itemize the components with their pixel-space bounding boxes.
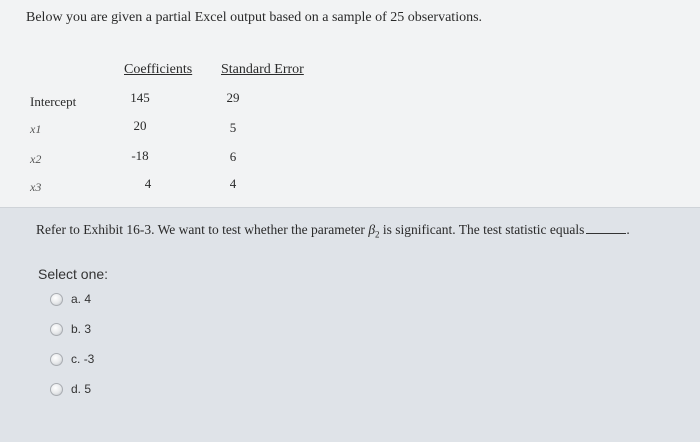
se-x3: 4 xyxy=(229,176,237,191)
option-a-radio[interactable] xyxy=(50,293,63,306)
question-text xyxy=(36,222,630,240)
coef-x3: 4 xyxy=(144,176,152,191)
option-c-value: -3 xyxy=(83,352,95,366)
question-text-before: Refer to Exhibit 16-3. We want to test whether the parameter xyxy=(36,222,369,237)
se-x2: 6 xyxy=(229,149,237,164)
answer-blank xyxy=(586,224,626,234)
se-intercept: 29 xyxy=(226,90,240,105)
option-b-letter: b. xyxy=(71,322,82,336)
beta-symbol: β xyxy=(368,222,376,237)
option-b-value: 3 xyxy=(84,322,92,336)
se-x1: 5 xyxy=(229,120,237,135)
beta-subscript: 2 xyxy=(375,229,380,240)
coef-intercept: 145 xyxy=(130,90,150,105)
row-label-x1-text: x1 xyxy=(30,122,42,136)
option-c-letter: c. xyxy=(71,352,81,366)
option-d-value: 5 xyxy=(84,382,92,396)
option-a-letter: a. xyxy=(71,292,82,306)
question-text-after: is significant. The test statistic equals xyxy=(379,222,585,237)
coef-x1: 20 xyxy=(133,118,147,133)
option-b[interactable] xyxy=(50,322,91,336)
option-b-radio[interactable] xyxy=(50,323,63,336)
coefficients-header: Coefficients xyxy=(124,62,193,77)
question-panel xyxy=(0,208,700,442)
option-d[interactable] xyxy=(50,382,91,396)
option-d-letter: d. xyxy=(71,382,82,396)
option-c[interactable] xyxy=(50,352,94,366)
row-label-x3-text: x3 xyxy=(30,180,42,194)
row-label-x2 xyxy=(30,152,41,167)
coef-x2: -18 xyxy=(131,148,149,163)
standard-error-header: Standard Error xyxy=(221,62,304,77)
row-label-intercept: Intercept xyxy=(30,94,77,109)
option-a-value: 4 xyxy=(84,292,92,306)
option-d-radio[interactable] xyxy=(50,383,63,396)
option-c-radio[interactable] xyxy=(50,353,63,366)
row-label-x1 xyxy=(30,122,41,137)
row-label-x3 xyxy=(30,180,41,195)
select-one-label: Select one: xyxy=(38,266,109,282)
option-a[interactable] xyxy=(50,292,91,306)
row-label-x2-text: x2 xyxy=(30,152,42,166)
exhibit-panel xyxy=(0,0,700,208)
intro-text: Below you are given a partial Excel output based on a sample of 25 observations. xyxy=(26,10,483,25)
question-tail: . xyxy=(626,222,630,237)
